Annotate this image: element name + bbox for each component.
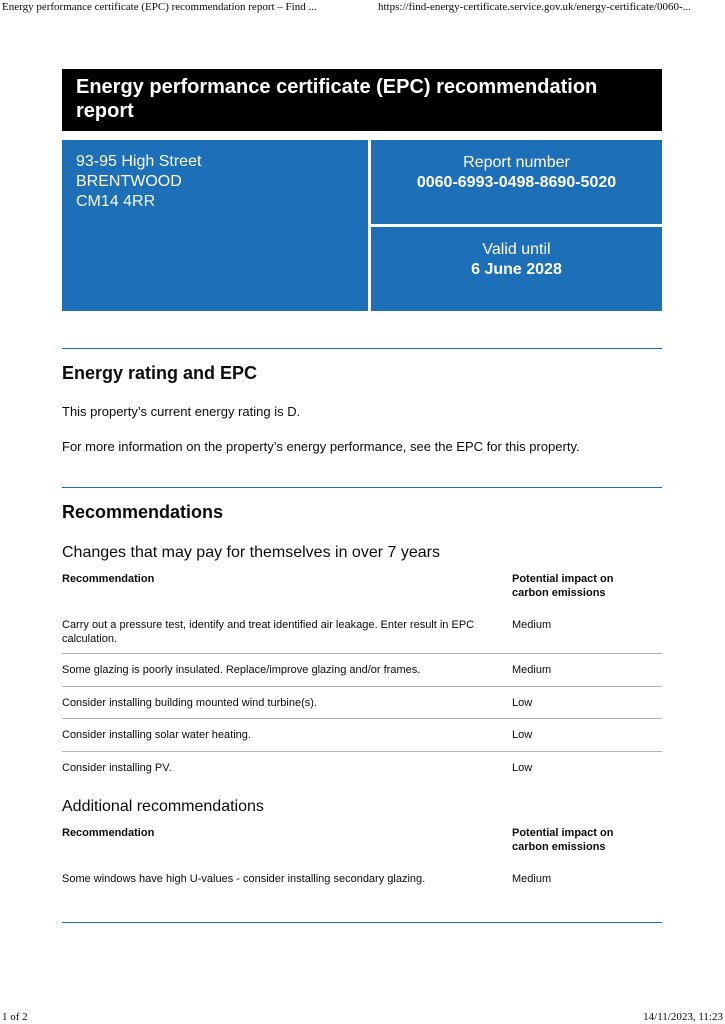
section-divider	[62, 487, 662, 488]
recommendation-text: Consider installing PV.	[62, 762, 172, 774]
group1-heading: Changes that may pay for themselves in over 7 years	[62, 544, 440, 561]
print-header	[0, 0, 725, 20]
more-info-text: For more information on the property’s energy performance, see the EPC for this property.	[62, 439, 580, 454]
recommendations-heading: Recommendations	[62, 502, 224, 522]
valid-until-label: Valid until	[482, 241, 551, 258]
col-recommendation: Recommendation	[62, 573, 155, 585]
recommendations-table-1	[62, 572, 662, 784]
table-row	[62, 752, 662, 784]
print-page-title: Energy performance certificate (EPC) recommendation report – Find ...	[2, 1, 317, 13]
table-row	[62, 654, 662, 687]
impact-value: Low	[512, 697, 533, 709]
impact-value: Low	[512, 762, 533, 774]
report-number-label: Report number	[463, 154, 570, 171]
section-divider	[62, 922, 662, 923]
print-footer	[0, 1010, 725, 1024]
table-row	[62, 687, 662, 719]
recommendation-text: Some windows have high U-values - consider installing secondary glazing.	[62, 873, 426, 885]
table-row	[62, 616, 662, 654]
table-row	[62, 719, 662, 752]
recommendation-text: Consider installing solar water heating.	[62, 729, 251, 741]
impact-value: Medium	[512, 873, 552, 885]
address-line-1: 93-95 High Street	[76, 153, 202, 170]
valid-until-box	[371, 227, 662, 311]
address-line-3: CM14 4RR	[76, 193, 156, 210]
recommendation-text: Consider installing building mounted wind turbine(s).	[62, 697, 317, 709]
page-counter: 1 of 2	[2, 1011, 28, 1023]
print-datetime: 14/11/2023, 11:23	[643, 1011, 723, 1023]
col-impact: Potential impact on carbon emissions	[512, 573, 614, 599]
col-impact: Potential impact on carbon emissions	[512, 827, 614, 853]
impact-value: Medium	[512, 664, 552, 676]
recommendation-text: Carry out a pressure test, identify and treat identified air leakage. Enter result in EPC calculation.	[62, 619, 475, 645]
page-title: Energy performance certificate (EPC) recommendation report	[62, 69, 662, 131]
recommendations-table-2	[62, 826, 662, 900]
table-header	[62, 826, 662, 870]
property-address	[62, 140, 368, 311]
valid-until-date: 6 June 2028	[471, 261, 562, 278]
group2-heading: Additional recommendations	[62, 798, 264, 815]
current-rating-text: This property’s current energy rating is D.	[62, 404, 301, 419]
section-divider	[62, 348, 662, 349]
energy-rating-heading: Energy rating and EPC	[62, 363, 258, 383]
print-page-url: https://find-energy-certificate.service.gov.uk/energy-certificate/0060-...	[378, 1, 691, 13]
impact-value: Medium	[512, 619, 552, 631]
recommendation-text: Some glazing is poorly insulated. Replace/improve glazing and/or frames.	[62, 664, 421, 676]
report-number-box	[371, 140, 662, 224]
col-recommendation: Recommendation	[62, 827, 155, 839]
impact-value: Low	[512, 729, 533, 741]
table-row	[62, 870, 662, 900]
address-line-2: BRENTWOOD	[76, 173, 182, 190]
table-header	[62, 572, 662, 616]
report-number-value: 0060-6993-0498-8690-5020	[416, 174, 617, 191]
